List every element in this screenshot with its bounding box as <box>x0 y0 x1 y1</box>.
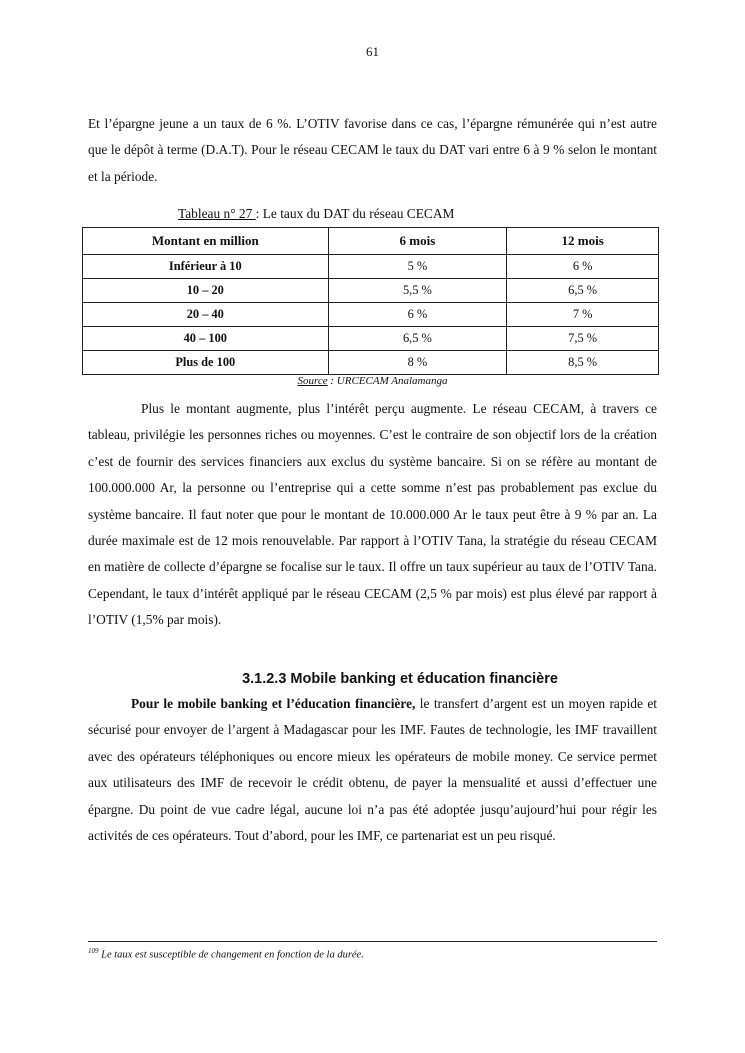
table-source <box>0 375 745 387</box>
table-caption <box>178 206 454 222</box>
rate-6-months-cell: 8 % <box>328 351 507 375</box>
table-caption-text: : Le taux du DAT du réseau CECAM <box>255 206 455 221</box>
amount-cell: 10 – 20 <box>83 279 329 303</box>
amount-cell: 20 – 40 <box>83 303 329 327</box>
section-title: 3.1.2.3 Mobile banking et éducation financière <box>242 671 558 687</box>
paragraph-analysis: Plus le montant augmente, plus l’intérêt perçu augmente. Le réseau CECAM, à travers ce tableau, privilégie les personnes riches ou moyennes. C’est le contraire de son objectif lors de la création c’est de fournir des services financiers aux exclus du système bancaire. Si on se réfère au montant de 100.000.000 Ar, la personne ou l’entreprise qui a cette somme n’est pas probablement pas exclue du système bancaire. Il faut noter que pour le montant de 10.000.000 Ar le taux peut être à 9 % par an. La durée maximale est de 12 mois renouvelable. Par rapport à l’OTIV Tana, la stratégie du réseau CECAM en matière de collecte d’épargne se focalise sur le taux. Il offre un taux supérieur au taux de l’OTIV Tana. Cependant, le taux d’intérêt appliqué par le réseau CECAM (2,5 % par mois) est plus élevé par rapport à l’OTIV (1,5% par mois). <box>88 401 657 628</box>
rate-6-months-cell: 6,5 % <box>328 327 507 351</box>
paragraph-mobile-banking <box>88 691 657 849</box>
paragraph-body: le transfert d’argent est un moyen rapide et sécurisé pour envoyer de l’argent à Madagascar pour les IMF. Fautes de technologie, les IMF travaillent avec des opérateurs téléphoniques ou encore mieux les opérateurs de mobile money. Ce service permet aux utilisateurs des IMF de recevoir le crédit obtenu, de payer la mensualité et aussi d’effectuer une épargne. Du point de vue cadre légal, aucune loi n’a pas été adoptée jusqu’aujourd’hui pour régir les activités de ces opérateurs. Tout d’abord, pour les IMF, ce partenariat est un peu risqué. <box>88 696 657 844</box>
source-text: : URCECAM Analamanga <box>327 375 448 387</box>
table-header-row <box>83 228 659 255</box>
footnote <box>88 947 364 961</box>
header-12-months: 12 mois <box>507 228 659 255</box>
table-row <box>83 351 659 375</box>
paragraph-lead-bold: Pour le mobile banking et l’éducation financière, <box>131 696 416 711</box>
header-6-months: 6 mois <box>328 228 507 255</box>
footnote-number: 109 <box>88 947 99 955</box>
source-label: Source <box>297 375 328 387</box>
rate-12-months-cell: 6,5 % <box>507 279 659 303</box>
rate-12-months-cell: 8,5 % <box>507 351 659 375</box>
table-row <box>83 327 659 351</box>
dat-rate-table <box>82 227 659 375</box>
footnote-text: Le taux est susceptible de changement en fonction de la durée. <box>98 949 364 961</box>
header-amount: Montant en million <box>83 228 329 255</box>
paragraph-intro: Et l’épargne jeune a un taux de 6 %. L’OTIV favorise dans ce cas, l’épargne rémunérée qui n’est autre que le dépôt à terme (D.A.T). Pour le réseau CECAM le taux du DAT vari entre 6 à 9 % selon le montant et la période. <box>88 116 657 184</box>
rate-12-months-cell: 7,5 % <box>507 327 659 351</box>
footnote-divider <box>88 941 657 942</box>
amount-cell: 40 – 100 <box>83 327 329 351</box>
rate-6-months-cell: 6 % <box>328 303 507 327</box>
rate-6-months-cell: 5,5 % <box>328 279 507 303</box>
table-row <box>83 255 659 279</box>
table-caption-label: Tableau n° 27 <box>178 206 256 221</box>
amount-cell: Inférieur à 10 <box>83 255 329 279</box>
page-number: 61 <box>366 44 379 59</box>
rate-6-months-cell: 5 % <box>328 255 507 279</box>
rate-12-months-cell: 7 % <box>507 303 659 327</box>
table-row <box>83 303 659 327</box>
rate-12-months-cell: 6 % <box>507 255 659 279</box>
table-row <box>83 279 659 303</box>
amount-cell: Plus de 100 <box>83 351 329 375</box>
